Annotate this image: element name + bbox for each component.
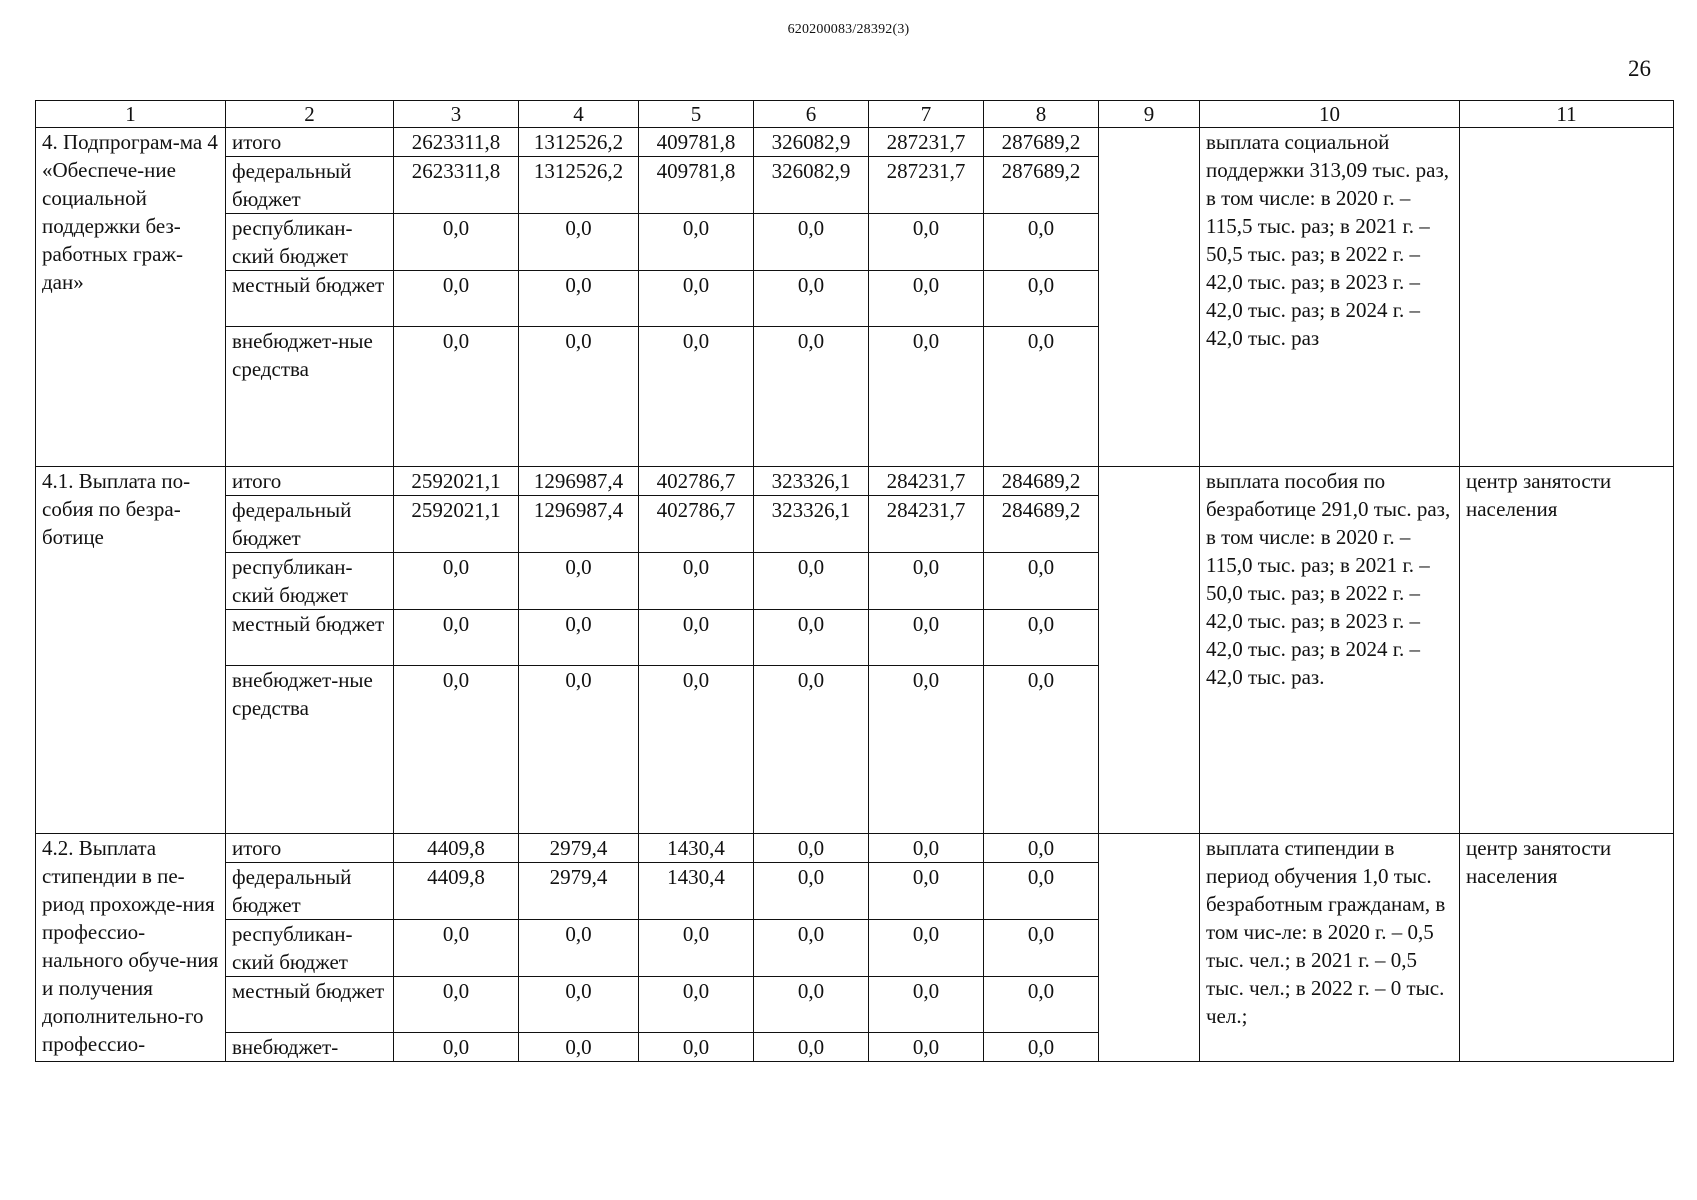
amount-cell: 0,0 bbox=[639, 214, 754, 271]
table-row bbox=[36, 467, 1674, 496]
amount-cell: 0,0 bbox=[984, 920, 1099, 977]
funding-source-cell: итого bbox=[226, 467, 394, 496]
funding-source-cell: местный бюджет bbox=[226, 977, 394, 1033]
funding-source-cell: федеральный бюджет bbox=[226, 496, 394, 553]
amount-cell: 0,0 bbox=[754, 610, 869, 666]
amount-cell: 1312526,2 bbox=[519, 128, 639, 157]
amount-cell: 0,0 bbox=[394, 920, 519, 977]
empty-column-9-cell bbox=[1099, 467, 1200, 834]
program-name-cell: 4.1. Выплата по-собия по безра-ботице bbox=[36, 467, 226, 834]
amount-cell: 0,0 bbox=[869, 920, 984, 977]
funding-source-cell: республикан-ский бюджет bbox=[226, 553, 394, 610]
table-row bbox=[36, 128, 1674, 157]
amount-cell: 284689,2 bbox=[984, 496, 1099, 553]
amount-cell: 0,0 bbox=[754, 553, 869, 610]
amount-cell: 0,0 bbox=[984, 863, 1099, 920]
column-number-1: 1 bbox=[36, 101, 226, 128]
amount-cell: 4409,8 bbox=[394, 863, 519, 920]
amount-cell: 0,0 bbox=[754, 863, 869, 920]
amount-cell: 0,0 bbox=[984, 327, 1099, 467]
amount-cell: 0,0 bbox=[394, 214, 519, 271]
amount-cell: 0,0 bbox=[869, 271, 984, 327]
amount-cell: 326082,9 bbox=[754, 128, 869, 157]
amount-cell: 2592021,1 bbox=[394, 496, 519, 553]
document-code: 620200083/28392(3) bbox=[787, 22, 910, 37]
amount-cell: 0,0 bbox=[519, 1033, 639, 1062]
amount-cell: 0,0 bbox=[984, 1033, 1099, 1062]
amount-cell: 0,0 bbox=[869, 214, 984, 271]
amount-cell: 0,0 bbox=[519, 977, 639, 1033]
column-number-row bbox=[36, 101, 1674, 128]
empty-column-9-cell bbox=[1099, 128, 1200, 467]
amount-cell: 0,0 bbox=[639, 610, 754, 666]
amount-cell: 284231,7 bbox=[869, 496, 984, 553]
amount-cell: 0,0 bbox=[984, 271, 1099, 327]
amount-cell: 0,0 bbox=[984, 553, 1099, 610]
amount-cell: 287231,7 bbox=[869, 157, 984, 214]
amount-cell: 0,0 bbox=[519, 214, 639, 271]
amount-cell: 2623311,8 bbox=[394, 157, 519, 214]
expected-result-cell: выплата стипендии в период обучения 1,0 тыс. безработным гражданам, в том чис-ле: в 2020 г. – 0,5 тыс. чел.; в 2021 г. – 0,5 тыс. чел.; в 2022 г. – 0 тыс. чел.; bbox=[1200, 834, 1460, 1062]
amount-cell: 0,0 bbox=[519, 553, 639, 610]
column-number-10: 10 bbox=[1200, 101, 1460, 128]
amount-cell: 323326,1 bbox=[754, 496, 869, 553]
amount-cell: 0,0 bbox=[984, 610, 1099, 666]
budget-table bbox=[35, 100, 1674, 1062]
amount-cell: 323326,1 bbox=[754, 467, 869, 496]
amount-cell: 0,0 bbox=[869, 834, 984, 863]
program-name-cell: 4.2. Выплата стипендии в пе-риод прохожде-ния профессио-нального обуче-ния и получения дополнительно-го профессио- bbox=[36, 834, 226, 1062]
amount-cell: 326082,9 bbox=[754, 157, 869, 214]
amount-cell: 0,0 bbox=[394, 1033, 519, 1062]
amount-cell: 0,0 bbox=[869, 666, 984, 834]
amount-cell: 1296987,4 bbox=[519, 467, 639, 496]
amount-cell: 0,0 bbox=[984, 214, 1099, 271]
amount-cell: 1430,4 bbox=[639, 834, 754, 863]
amount-cell: 0,0 bbox=[639, 920, 754, 977]
amount-cell: 0,0 bbox=[519, 666, 639, 834]
amount-cell: 0,0 bbox=[394, 610, 519, 666]
funding-source-cell: федеральный бюджет bbox=[226, 157, 394, 214]
amount-cell: 0,0 bbox=[984, 834, 1099, 863]
amount-cell: 0,0 bbox=[519, 327, 639, 467]
column-number-9: 9 bbox=[1099, 101, 1200, 128]
amount-cell: 0,0 bbox=[984, 977, 1099, 1033]
amount-cell: 0,0 bbox=[869, 863, 984, 920]
amount-cell: 0,0 bbox=[754, 666, 869, 834]
amount-cell: 287231,7 bbox=[869, 128, 984, 157]
column-number-5: 5 bbox=[639, 101, 754, 128]
amount-cell: 0,0 bbox=[639, 271, 754, 327]
amount-cell: 0,0 bbox=[639, 1033, 754, 1062]
funding-source-cell: внебюджет- bbox=[226, 1033, 394, 1062]
amount-cell: 2592021,1 bbox=[394, 467, 519, 496]
amount-cell: 0,0 bbox=[639, 977, 754, 1033]
amount-cell: 409781,8 bbox=[639, 128, 754, 157]
amount-cell: 0,0 bbox=[639, 666, 754, 834]
amount-cell: 2623311,8 bbox=[394, 128, 519, 157]
funding-source-cell: итого bbox=[226, 128, 394, 157]
amount-cell: 0,0 bbox=[869, 610, 984, 666]
amount-cell: 4409,8 bbox=[394, 834, 519, 863]
amount-cell: 0,0 bbox=[984, 666, 1099, 834]
amount-cell: 0,0 bbox=[519, 920, 639, 977]
executor-cell: центр занятости населения bbox=[1460, 834, 1674, 1062]
amount-cell: 0,0 bbox=[519, 610, 639, 666]
executor-cell: центр занятости населения bbox=[1460, 467, 1674, 834]
amount-cell: 1430,4 bbox=[639, 863, 754, 920]
column-number-8: 8 bbox=[984, 101, 1099, 128]
column-number-6: 6 bbox=[754, 101, 869, 128]
column-number-11: 11 bbox=[1460, 101, 1674, 128]
amount-cell: 0,0 bbox=[754, 214, 869, 271]
funding-source-cell: республикан-ский бюджет bbox=[226, 214, 394, 271]
funding-source-cell: итого bbox=[226, 834, 394, 863]
amount-cell: 1296987,4 bbox=[519, 496, 639, 553]
column-number-7: 7 bbox=[869, 101, 984, 128]
funding-source-cell: внебюджет-ные средства bbox=[226, 327, 394, 467]
amount-cell: 2979,4 bbox=[519, 863, 639, 920]
amount-cell: 0,0 bbox=[394, 977, 519, 1033]
program-name-cell: 4. Подпрограм-ма 4 «Обеспече-ние социальной поддержки без-работных граж-дан» bbox=[36, 128, 226, 467]
funding-source-cell: федеральный бюджет bbox=[226, 863, 394, 920]
column-number-4: 4 bbox=[519, 101, 639, 128]
column-number-3: 3 bbox=[394, 101, 519, 128]
executor-cell bbox=[1460, 128, 1674, 467]
column-number-2: 2 bbox=[226, 101, 394, 128]
amount-cell: 0,0 bbox=[869, 327, 984, 467]
amount-cell: 0,0 bbox=[394, 666, 519, 834]
amount-cell: 284231,7 bbox=[869, 467, 984, 496]
amount-cell: 1312526,2 bbox=[519, 157, 639, 214]
funding-source-cell: местный бюджет bbox=[226, 271, 394, 327]
expected-result-cell: выплата пособия по безработице 291,0 тыс. раз, в том числе: в 2020 г. – 115,0 тыс. раз; в 2021 г. – 50,0 тыс. раз; в 2022 г. – 42,0 тыс. раз; в 2023 г. – 42,0 тыс. раз; в 2024 г. – 42,0 тыс. раз. bbox=[1200, 467, 1460, 834]
amount-cell: 284689,2 bbox=[984, 467, 1099, 496]
funding-source-cell: местный бюджет bbox=[226, 610, 394, 666]
amount-cell: 2979,4 bbox=[519, 834, 639, 863]
amount-cell: 0,0 bbox=[394, 271, 519, 327]
amount-cell: 402786,7 bbox=[639, 467, 754, 496]
empty-column-9-cell bbox=[1099, 834, 1200, 1062]
amount-cell: 0,0 bbox=[869, 1033, 984, 1062]
funding-source-cell: республикан-ский бюджет bbox=[226, 920, 394, 977]
amount-cell: 0,0 bbox=[754, 920, 869, 977]
amount-cell: 0,0 bbox=[394, 327, 519, 467]
amount-cell: 287689,2 bbox=[984, 157, 1099, 214]
amount-cell: 0,0 bbox=[754, 271, 869, 327]
amount-cell: 0,0 bbox=[519, 271, 639, 327]
amount-cell: 402786,7 bbox=[639, 496, 754, 553]
amount-cell: 0,0 bbox=[639, 327, 754, 467]
table-row bbox=[36, 834, 1674, 863]
amount-cell: 0,0 bbox=[754, 327, 869, 467]
amount-cell: 0,0 bbox=[869, 553, 984, 610]
amount-cell: 0,0 bbox=[754, 834, 869, 863]
amount-cell: 0,0 bbox=[754, 1033, 869, 1062]
amount-cell: 287689,2 bbox=[984, 128, 1099, 157]
funding-source-cell: внебюджет-ные средства bbox=[226, 666, 394, 834]
amount-cell: 0,0 bbox=[639, 553, 754, 610]
page-number: 26 bbox=[1628, 56, 1651, 81]
amount-cell: 0,0 bbox=[394, 553, 519, 610]
amount-cell: 0,0 bbox=[754, 977, 869, 1033]
amount-cell: 0,0 bbox=[869, 977, 984, 1033]
expected-result-cell: выплата социальной поддержки 313,09 тыс. раз, в том числе: в 2020 г. – 115,5 тыс. раз; в 2021 г. – 50,5 тыс. раз; в 2022 г. – 42,0 тыс. раз; в 2023 г. – 42,0 тыс. раз; в 2024 г. – 42,0 тыс. раз bbox=[1200, 128, 1460, 467]
amount-cell: 409781,8 bbox=[639, 157, 754, 214]
